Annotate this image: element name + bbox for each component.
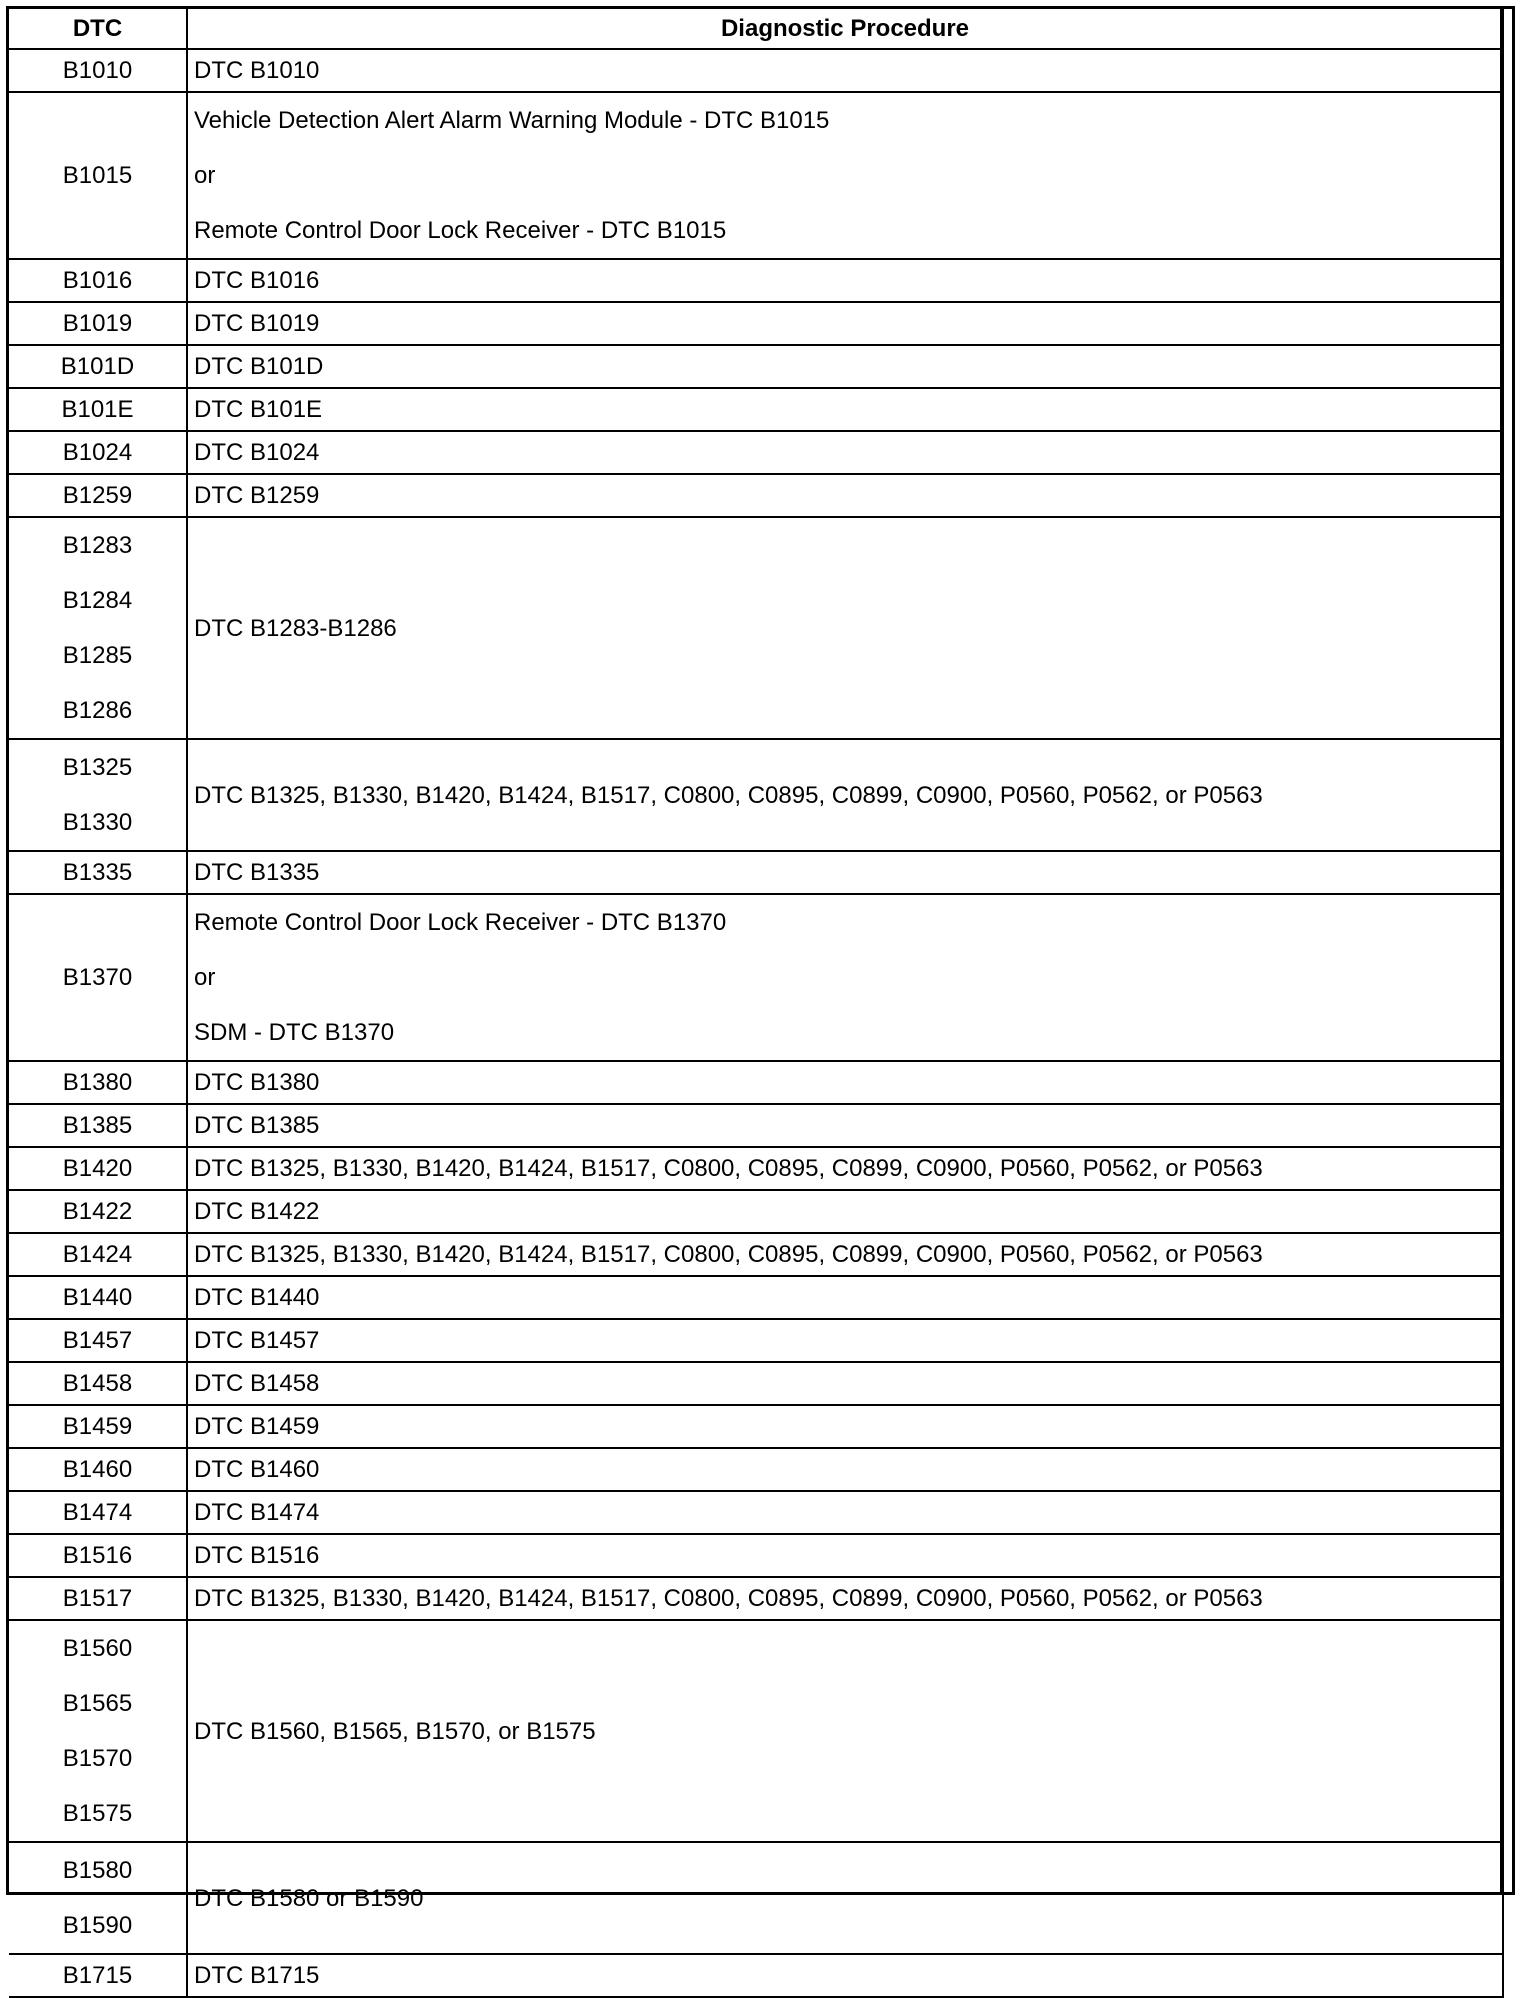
- diagnostic-procedure-cell: [187, 739, 1503, 851]
- diagnostic-procedure-cell: [187, 1190, 1503, 1233]
- dtc-code-cell: [9, 1954, 187, 1997]
- table-row: [9, 1147, 1503, 1190]
- dtc-code: B1474: [62, 1499, 133, 1526]
- dtc-code: B1330: [62, 809, 133, 836]
- dtc-code: B1460: [62, 1456, 133, 1483]
- table-row: [9, 739, 1503, 851]
- dtc-code-cell: [9, 1620, 187, 1842]
- diagnostic-procedure-text: Remote Control Door Lock Receiver - DTC B1370: [194, 909, 727, 936]
- dtc-code: B1010: [62, 57, 133, 84]
- diagnostic-procedure-text: DTC B1283-B1286: [194, 614, 397, 642]
- dtc-code: B1560: [62, 1635, 133, 1662]
- dtc-code-cell: [9, 1233, 187, 1276]
- table-row: [9, 92, 1503, 259]
- diagnostic-procedure-cell: [187, 1405, 1503, 1448]
- diagnostic-procedure-cell: [187, 1954, 1503, 1997]
- table-row: [9, 259, 1503, 302]
- table-row: [9, 517, 1503, 739]
- dtc-code: B1286: [62, 697, 133, 724]
- diagnostic-procedure-cell: [187, 49, 1503, 92]
- diagnostic-procedure-cell: [187, 1534, 1503, 1577]
- diagnostic-procedure-text: DTC B1335: [194, 859, 320, 886]
- dtc-code: B1015: [62, 162, 133, 189]
- diagnostic-procedure-cell: [187, 1276, 1503, 1319]
- dtc-code: B1575: [62, 1800, 133, 1827]
- right-margin-rule: [1500, 9, 1512, 1892]
- table-row: [9, 1405, 1503, 1448]
- diagnostic-procedure-cell: [187, 259, 1503, 302]
- diagnostic-procedure-text: DTC B1715: [194, 1962, 320, 1989]
- table-row: [9, 1362, 1503, 1405]
- diagnostic-procedure-text: DTC B1325, B1330, B1420, B1424, B1517, C0800, C0895, C0899, C0900, P0560, P0562, or P0563: [194, 1155, 1263, 1182]
- diagnostic-procedure-text: DTC B1580 or B1590: [194, 1884, 424, 1912]
- dtc-code-cell: [9, 1319, 187, 1362]
- table-row: [9, 1276, 1503, 1319]
- diagnostic-procedure-cell: [187, 517, 1503, 739]
- diagnostic-procedure-text: Vehicle Detection Alert Alarm Warning Module - DTC B1015: [194, 107, 830, 134]
- diagnostic-procedure-cell: [187, 894, 1503, 1061]
- dtc-code-cell: [9, 302, 187, 345]
- table-row: [9, 431, 1503, 474]
- diagnostic-procedure-cell: [187, 1233, 1503, 1276]
- table-row: [9, 474, 1503, 517]
- dtc-table-frame: [6, 6, 1515, 1989]
- dtc-code-cell: [9, 345, 187, 388]
- diagnostic-procedure-text: DTC B1422: [194, 1198, 320, 1225]
- table-row: [9, 1577, 1503, 1620]
- dtc-code-cell: [9, 1577, 187, 1620]
- dtc-code-cell: [9, 474, 187, 517]
- diagnostic-procedure-text: DTC B1019: [194, 310, 320, 337]
- table-row: [9, 1233, 1503, 1276]
- dtc-code: B1325: [62, 754, 133, 781]
- diagnostic-procedure-text: DTC B1380: [194, 1069, 320, 1096]
- dtc-code: B1024: [62, 439, 133, 466]
- diagnostic-procedure-cell: [187, 1577, 1503, 1620]
- dtc-code: B1420: [62, 1155, 133, 1182]
- dtc-code: B1019: [62, 310, 133, 337]
- dtc-code-cell: [9, 92, 187, 259]
- dtc-code: B1570: [62, 1745, 133, 1772]
- diagnostic-procedure-text: DTC B1440: [194, 1284, 320, 1311]
- diagnostic-procedure-text: Remote Control Door Lock Receiver - DTC B1015: [194, 217, 727, 244]
- dtc-code: B1285: [62, 642, 133, 669]
- diagnostic-procedure-text: DTC B1458: [194, 1370, 320, 1397]
- dtc-code: B1422: [62, 1198, 133, 1225]
- diagnostic-procedure-text: DTC B1016: [194, 267, 320, 294]
- dtc-code: B1458: [62, 1370, 133, 1397]
- dtc-code-cell: [9, 517, 187, 739]
- dtc-code-cell: [9, 1362, 187, 1405]
- dtc-code-cell: [9, 851, 187, 894]
- diagnostic-procedure-cell: [187, 1842, 1503, 1954]
- dtc-code-cell: [9, 1147, 187, 1190]
- table-row: [9, 1620, 1503, 1842]
- table-row: [9, 49, 1503, 92]
- diagnostic-procedure-cell: [187, 388, 1503, 431]
- dtc-code: B1283: [62, 532, 133, 559]
- dtc-code-cell: [9, 1448, 187, 1491]
- dtc-code-cell: [9, 1405, 187, 1448]
- dtc-code: B1424: [62, 1241, 133, 1268]
- diagnostic-procedure-text: or: [194, 964, 216, 991]
- table-row: [9, 1104, 1503, 1147]
- diagnostic-procedure-text: DTC B1385: [194, 1112, 320, 1139]
- dtc-code: B1580: [62, 1857, 133, 1884]
- diagnostic-procedure-text: DTC B101E: [194, 396, 323, 423]
- dtc-code: B1284: [62, 587, 133, 614]
- table-row: [9, 1190, 1503, 1233]
- diagnostic-procedure-cell: [187, 92, 1503, 259]
- dtc-code: B1440: [62, 1284, 133, 1311]
- table-body: [9, 49, 1503, 1997]
- diagnostic-procedure-cell: [187, 302, 1503, 345]
- dtc-code-cell: [9, 49, 187, 92]
- diagnostic-procedure-text: DTC B101D: [194, 353, 324, 380]
- diagnostic-procedure-cell: [187, 1620, 1503, 1842]
- dtc-code: B1517: [62, 1585, 133, 1612]
- diagnostic-procedure-cell: [187, 345, 1503, 388]
- diagnostic-procedure-text: SDM - DTC B1370: [194, 1019, 395, 1046]
- diagnostic-procedure-text: DTC B1560, B1565, B1570, or B1575: [194, 1717, 596, 1745]
- diagnostic-procedure-text: DTC B1516: [194, 1542, 320, 1569]
- diagnostic-procedure-cell: [187, 1448, 1503, 1491]
- dtc-table: [9, 9, 1504, 1998]
- header-diagnostic-procedure: Diagnostic Procedure: [187, 9, 1503, 49]
- dtc-code: B1715: [62, 1962, 133, 1989]
- diagnostic-procedure-cell: [187, 1147, 1503, 1190]
- diagnostic-procedure-text: DTC B1259: [194, 482, 320, 509]
- diagnostic-procedure-text: DTC B1457: [194, 1327, 320, 1354]
- dtc-code-cell: [9, 894, 187, 1061]
- dtc-code: B1259: [62, 482, 133, 509]
- dtc-code: B1370: [62, 964, 133, 991]
- dtc-code: B1565: [62, 1690, 133, 1717]
- dtc-code: B1016: [62, 267, 133, 294]
- table-row: [9, 388, 1503, 431]
- table-row: [9, 1954, 1503, 1997]
- diagnostic-procedure-text: DTC B1459: [194, 1413, 320, 1440]
- diagnostic-procedure-text: DTC B1024: [194, 439, 320, 466]
- diagnostic-procedure-text: DTC B1460: [194, 1456, 320, 1483]
- table-row: [9, 1534, 1503, 1577]
- table-row: [9, 1842, 1503, 1954]
- dtc-code: B1385: [62, 1112, 133, 1139]
- diagnostic-procedure-text: DTC B1325, B1330, B1420, B1424, B1517, C0800, C0895, C0899, C0900, P0560, P0562, or P0563: [194, 781, 1263, 809]
- table-row: [9, 1061, 1503, 1104]
- table-row: [9, 302, 1503, 345]
- diagnostic-procedure-cell: [187, 431, 1503, 474]
- diagnostic-procedure-text: DTC B1325, B1330, B1420, B1424, B1517, C0800, C0895, C0899, C0900, P0560, P0562, or P0563: [194, 1585, 1263, 1612]
- dtc-code: B1457: [62, 1327, 133, 1354]
- table-row: [9, 1319, 1503, 1362]
- dtc-code-cell: [9, 388, 187, 431]
- diagnostic-procedure-text: or: [194, 162, 216, 189]
- table-row: [9, 894, 1503, 1061]
- dtc-code-cell: [9, 1061, 187, 1104]
- dtc-code-cell: [9, 1104, 187, 1147]
- table-row: [9, 851, 1503, 894]
- dtc-code-cell: [9, 1842, 187, 1954]
- diagnostic-procedure-cell: [187, 474, 1503, 517]
- diagnostic-procedure-text: DTC B1010: [194, 57, 320, 84]
- diagnostic-procedure-text: DTC B1474: [194, 1499, 320, 1526]
- dtc-code-cell: [9, 1190, 187, 1233]
- diagnostic-procedure-text: DTC B1325, B1330, B1420, B1424, B1517, C0800, C0895, C0899, C0900, P0560, P0562, or P0563: [194, 1241, 1263, 1268]
- diagnostic-procedure-cell: [187, 1319, 1503, 1362]
- table-header-row: [9, 9, 1503, 49]
- dtc-code-cell: [9, 1276, 187, 1319]
- dtc-code-cell: [9, 739, 187, 851]
- diagnostic-procedure-cell: [187, 1362, 1503, 1405]
- table-row: [9, 1491, 1503, 1534]
- table-row: [9, 1448, 1503, 1491]
- dtc-code: B1590: [62, 1912, 133, 1939]
- dtc-code: B101D: [60, 353, 135, 380]
- dtc-code: B101E: [61, 396, 134, 423]
- dtc-code-cell: [9, 1491, 187, 1534]
- dtc-code: B1380: [62, 1069, 133, 1096]
- dtc-code: B1459: [62, 1413, 133, 1440]
- header-dtc: DTC: [9, 9, 187, 49]
- dtc-code-cell: [9, 1534, 187, 1577]
- diagnostic-procedure-cell: [187, 851, 1503, 894]
- dtc-code: B1516: [62, 1542, 133, 1569]
- diagnostic-procedure-cell: [187, 1104, 1503, 1147]
- dtc-code-cell: [9, 431, 187, 474]
- table-row: [9, 345, 1503, 388]
- diagnostic-procedure-cell: [187, 1491, 1503, 1534]
- dtc-code: B1335: [62, 859, 133, 886]
- diagnostic-procedure-cell: [187, 1061, 1503, 1104]
- dtc-code-cell: [9, 259, 187, 302]
